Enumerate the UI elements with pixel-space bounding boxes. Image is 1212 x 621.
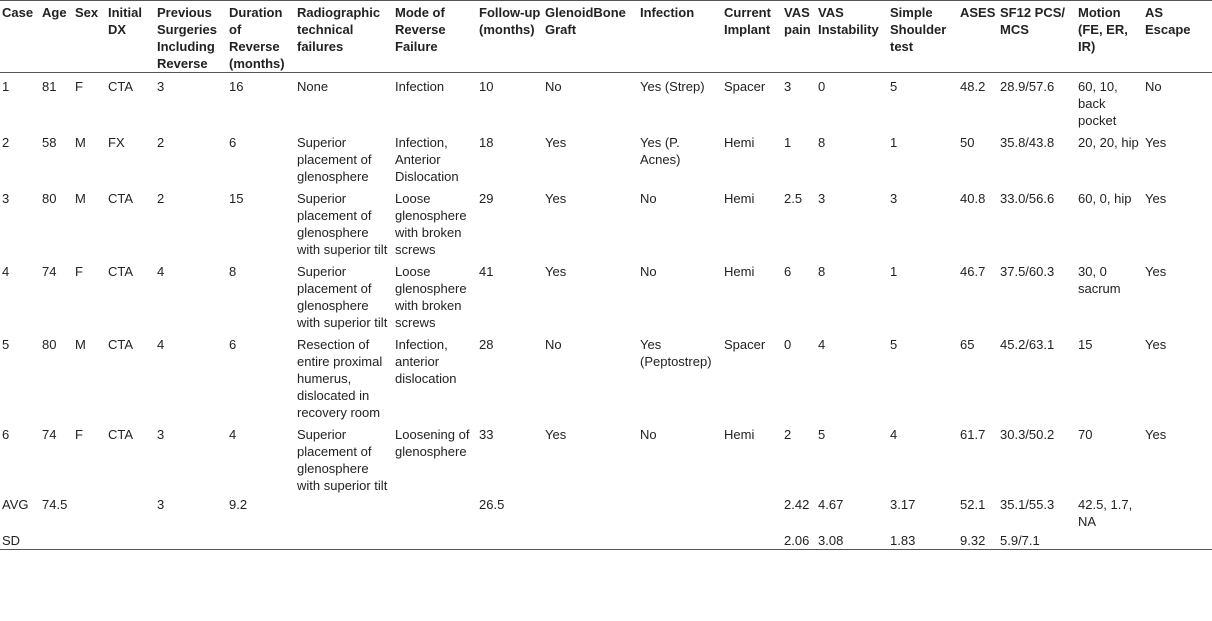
- table-cell: 50: [960, 135, 975, 150]
- table-cell: Loose glenosphere with broken screws: [395, 264, 467, 330]
- table-cell: Loose glenosphere with broken screws: [395, 191, 467, 257]
- summary-cell: AVG: [2, 497, 29, 512]
- summary-cell: [543, 530, 638, 550]
- table-cell: 8: [818, 264, 826, 279]
- column-header: Mode of Reverse Failure: [395, 5, 446, 54]
- table-cell: 5: [890, 337, 898, 352]
- table-cell: Loosening of glenosphere: [395, 427, 470, 459]
- table-cell: 81: [42, 79, 57, 94]
- summary-cell: [638, 494, 722, 530]
- table-cell: 6: [2, 427, 10, 442]
- table-row: [0, 331, 1212, 421]
- table-cell: 74: [42, 427, 57, 442]
- table-cell: 40.8: [960, 191, 986, 206]
- summary-cell: 4.67: [818, 497, 844, 512]
- table-cell: 3: [2, 191, 10, 206]
- table-cell: 1: [890, 264, 898, 279]
- column-header: Infection: [640, 5, 695, 20]
- summary-cell: 52.1: [960, 497, 986, 512]
- table-cell: CTA: [108, 191, 134, 206]
- column-header: Sex: [75, 5, 99, 20]
- summary-cell: 3: [157, 497, 165, 512]
- summary-cell: [295, 530, 393, 550]
- table-cell: Infection, Anterior Dislocation: [395, 135, 459, 184]
- table-cell: None: [297, 79, 329, 94]
- summary-cell: [722, 530, 782, 550]
- summary-cell: 35.1/55.3: [1000, 497, 1055, 512]
- summary-cell: [295, 494, 393, 530]
- table-cell: No: [545, 337, 562, 352]
- table-cell: Hemi: [724, 264, 755, 279]
- column-header: Initial DX: [108, 5, 142, 37]
- table-cell: Yes: [545, 191, 567, 206]
- table-cell: Infection, anterior dislocation: [395, 337, 457, 386]
- table-cell: M: [75, 191, 86, 206]
- table-cell: 10: [479, 79, 494, 94]
- table-cell: M: [75, 135, 86, 150]
- summary-cell: [73, 494, 106, 530]
- table-cell: 4: [890, 427, 898, 442]
- column-header: Previous Surgeries Including Reverse: [157, 5, 217, 71]
- table-cell: 6: [229, 337, 237, 352]
- table-cell: 15: [1078, 337, 1093, 352]
- table-cell: F: [75, 427, 83, 442]
- table-cell: No: [640, 427, 657, 442]
- table-cell: 28: [479, 337, 494, 352]
- table-cell: 46.7: [960, 264, 986, 279]
- table-cell: Yes: [1145, 135, 1167, 150]
- column-header: ASES: [960, 5, 996, 20]
- table-row: [0, 258, 1212, 331]
- table-cell: 1: [890, 135, 898, 150]
- summary-cell: 42.5, 1.7, NA: [1078, 497, 1133, 529]
- table-cell: 28.9/57.6: [1000, 79, 1055, 94]
- table-cell: Infection: [395, 79, 445, 94]
- table-cell: 3: [157, 427, 165, 442]
- table-cell: 16: [229, 79, 244, 94]
- std-dev-row: [0, 530, 1212, 550]
- table-cell: Yes (Peptostrep): [640, 337, 712, 369]
- table-cell: CTA: [108, 264, 134, 279]
- table-cell: 5: [2, 337, 10, 352]
- table-cell: 60, 0, hip: [1078, 191, 1132, 206]
- summary-cell: [638, 530, 722, 550]
- column-header: Case: [2, 5, 34, 20]
- table-cell: 33: [479, 427, 494, 442]
- table-cell: Hemi: [724, 427, 755, 442]
- table-cell: 37.5/60.3: [1000, 264, 1055, 279]
- table-row: [0, 185, 1212, 258]
- table-cell: 2.5: [784, 191, 803, 206]
- summary-cell: [1143, 530, 1212, 550]
- table-cell: 4: [229, 427, 237, 442]
- table-row: [0, 421, 1212, 494]
- summary-cell: [393, 494, 477, 530]
- column-header: VAS pain: [784, 5, 811, 37]
- table-cell: Yes (P. Acnes): [640, 135, 681, 167]
- summary-cell: [106, 530, 155, 550]
- summary-cell: [1076, 530, 1143, 550]
- summary-cell: [106, 494, 155, 530]
- summary-cell: [393, 530, 477, 550]
- table-cell: 4: [157, 337, 165, 352]
- column-header: Follow-up (months): [479, 5, 541, 37]
- table-cell: 74: [42, 264, 57, 279]
- summary-cell: 74.5: [42, 497, 68, 512]
- summary-cell: [1143, 494, 1212, 530]
- table-cell: 48.2: [960, 79, 986, 94]
- column-header: Simple Shoulder test: [890, 5, 947, 54]
- table-cell: 3: [157, 79, 165, 94]
- summary-cell: 2.42: [784, 497, 810, 512]
- summary-cell: [543, 494, 638, 530]
- summary-cell: 3.17: [890, 497, 916, 512]
- table-cell: 4: [157, 264, 165, 279]
- summary-cell: 26.5: [479, 497, 505, 512]
- table-row: [0, 73, 1212, 130]
- table-cell: 3: [784, 79, 792, 94]
- table-cell: 58: [42, 135, 57, 150]
- table-cell: 1: [2, 79, 10, 94]
- table-cell: Superior placement of glenosphere with superior tilt: [297, 264, 388, 330]
- table-cell: 20, 20, hip: [1078, 135, 1139, 150]
- table-cell: 70: [1078, 427, 1093, 442]
- table-cell: Superior placement of glenosphere: [297, 135, 372, 184]
- column-header: VAS Instability: [818, 5, 879, 37]
- column-header: Age: [42, 5, 67, 20]
- summary-cell: [722, 494, 782, 530]
- summary-cell: [477, 530, 543, 550]
- column-header: Radiographic technical failures: [297, 5, 381, 54]
- summary-cell: SD: [2, 533, 21, 548]
- summary-cell: 2.06: [784, 533, 810, 548]
- summary-cell: 3.08: [818, 533, 844, 548]
- table-cell: 2: [784, 427, 792, 442]
- column-header: Duration of Reverse (months): [229, 5, 285, 71]
- column-header: Motion (FE, ER, IR): [1078, 5, 1128, 54]
- table-cell: 15: [229, 191, 244, 206]
- table-cell: 1: [784, 135, 792, 150]
- table-cell: 60, 10, back pocket: [1078, 79, 1118, 128]
- table-cell: Hemi: [724, 191, 755, 206]
- table-cell: Hemi: [724, 135, 755, 150]
- table-cell: M: [75, 337, 86, 352]
- column-header: AS Escape: [1145, 5, 1191, 37]
- table-cell: Yes: [545, 135, 567, 150]
- table-cell: CTA: [108, 79, 134, 94]
- table-cell: 2: [157, 135, 165, 150]
- table-cell: 4: [818, 337, 826, 352]
- table-cell: 6: [229, 135, 237, 150]
- table-cell: F: [75, 264, 83, 279]
- table-cell: 18: [479, 135, 494, 150]
- table-cell: 65: [960, 337, 975, 352]
- table-cell: 29: [479, 191, 494, 206]
- table-cell: No: [1145, 79, 1162, 94]
- table-cell: 80: [42, 337, 57, 352]
- table-cell: 45.2/63.1: [1000, 337, 1055, 352]
- table-cell: Superior placement of glenosphere with superior tilt: [297, 191, 388, 257]
- table-cell: 2: [157, 191, 165, 206]
- table-cell: 33.0/56.6: [1000, 191, 1055, 206]
- column-header: SF12 PCS/ MCS: [1000, 5, 1066, 37]
- table-cell: 3: [890, 191, 898, 206]
- table-cell: 80: [42, 191, 57, 206]
- table-cell: 4: [2, 264, 10, 279]
- summary-cell: [227, 530, 295, 550]
- table-cell: Yes: [1145, 191, 1167, 206]
- header-row: [0, 1, 1212, 73]
- summary-cell: [155, 530, 227, 550]
- table-cell: Spacer: [724, 337, 766, 352]
- summary-cell: 9.2: [229, 497, 248, 512]
- table-cell: Spacer: [724, 79, 766, 94]
- table-cell: No: [640, 264, 657, 279]
- table-cell: Yes: [545, 427, 567, 442]
- table-row: [0, 129, 1212, 185]
- table-cell: 30, 0 sacrum: [1078, 264, 1121, 296]
- table-cell: CTA: [108, 337, 134, 352]
- table-cell: Yes (Strep): [640, 79, 705, 94]
- table-cell: 5: [890, 79, 898, 94]
- table-cell: 2: [2, 135, 10, 150]
- table-cell: Yes: [1145, 337, 1167, 352]
- table-cell: 8: [229, 264, 237, 279]
- table-cell: No: [640, 191, 657, 206]
- summary-cell: 1.83: [890, 533, 916, 548]
- summary-cell: [40, 530, 73, 550]
- table-cell: F: [75, 79, 83, 94]
- table-cell: 0: [818, 79, 826, 94]
- table-cell: 5: [818, 427, 826, 442]
- table-cell: Yes: [1145, 427, 1167, 442]
- table-cell: 61.7: [960, 427, 986, 442]
- table-cell: FX: [108, 135, 125, 150]
- table-cell: 6: [784, 264, 792, 279]
- summary-cell: [73, 530, 106, 550]
- table-cell: 41: [479, 264, 494, 279]
- table-cell: 35.8/43.8: [1000, 135, 1055, 150]
- average-row: [0, 494, 1212, 530]
- table-cell: Yes: [1145, 264, 1167, 279]
- table-cell: Resection of entire proximal humerus, dislocated in recovery room: [297, 337, 383, 420]
- table-cell: 3: [818, 191, 826, 206]
- summary-cell: 9.32: [960, 533, 986, 548]
- table-cell: Yes: [545, 264, 567, 279]
- column-header: Current Implant: [724, 5, 771, 37]
- table-cell: 0: [784, 337, 792, 352]
- table-cell: Superior placement of glenosphere with superior tilt: [297, 427, 388, 493]
- column-header: GlenoidBone Graft: [545, 5, 626, 37]
- table-cell: 30.3/50.2: [1000, 427, 1055, 442]
- table-cell: No: [545, 79, 562, 94]
- summary-cell: 5.9/7.1: [1000, 533, 1040, 548]
- table-cell: CTA: [108, 427, 134, 442]
- table-cell: 8: [818, 135, 826, 150]
